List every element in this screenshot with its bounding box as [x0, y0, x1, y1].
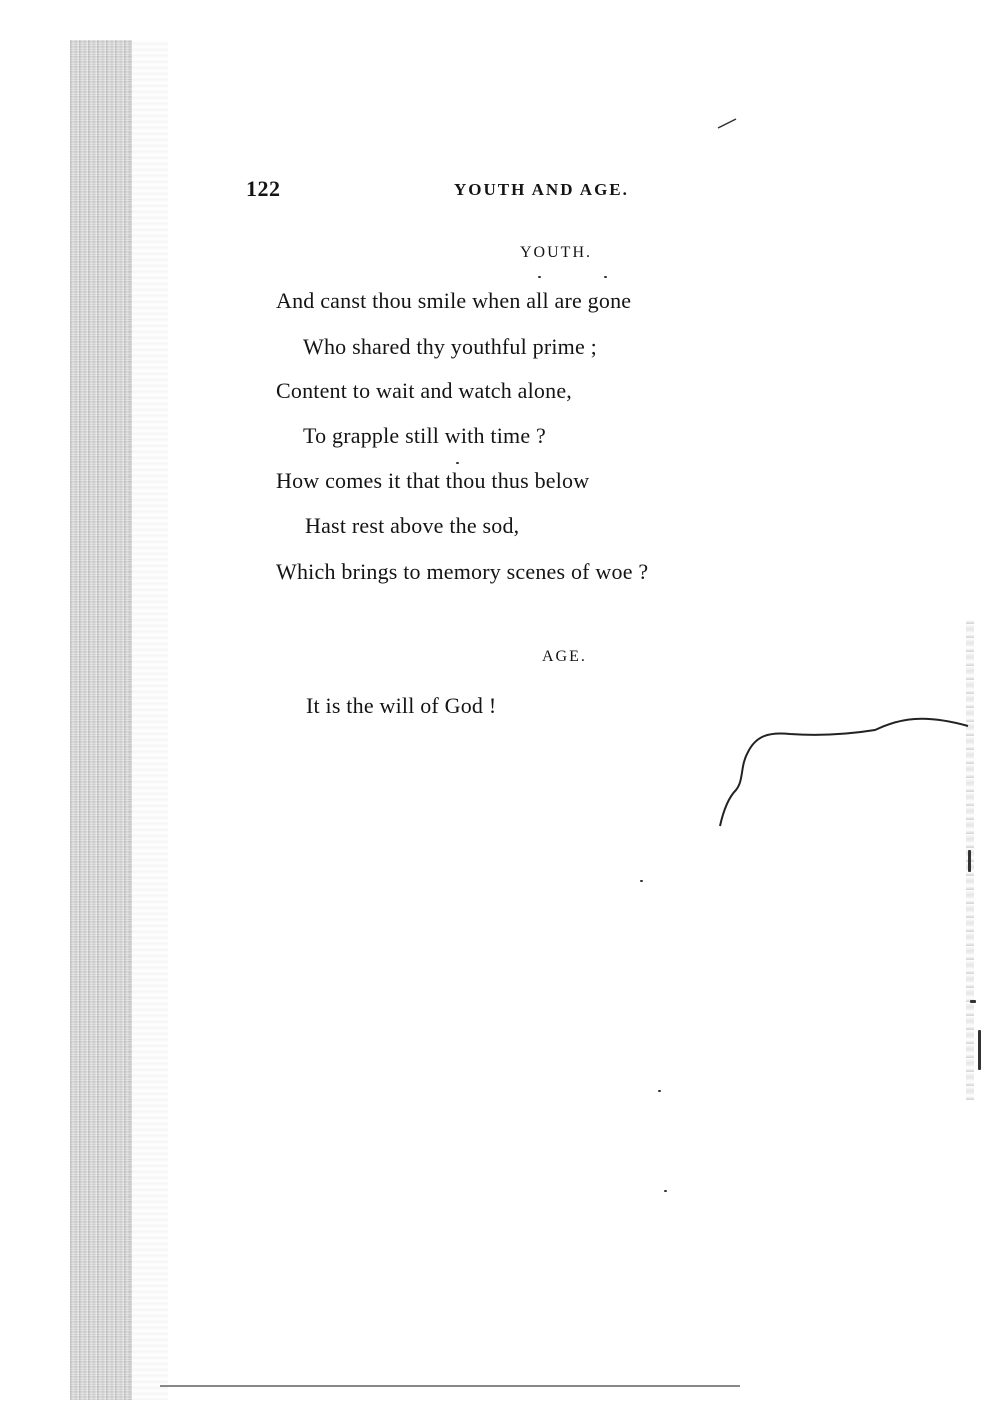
youth-line-7: Which brings to memory scenes of woe ? [276, 559, 649, 584]
bottom-scan-rule [160, 1385, 740, 1387]
page-number: 122 [246, 176, 281, 201]
binding-gutter-fade [128, 40, 168, 1400]
speck [604, 276, 607, 278]
binding-gutter-shadow [70, 40, 132, 1400]
speck [970, 1000, 976, 1003]
youth-line-3: Content to wait and watch alone, [276, 378, 572, 403]
youth-line-6: Hast rest above the sod, [305, 513, 520, 538]
speck [456, 462, 459, 464]
running-head-title: YOUTH AND AGE. [454, 180, 629, 199]
speck [538, 276, 541, 278]
scan-artifact-line [700, 690, 980, 840]
youth-line-2: Who shared thy youthful prime ; [303, 334, 597, 359]
speck [658, 1090, 661, 1092]
speck [968, 850, 971, 872]
speck [640, 880, 643, 882]
youth-line-1: And canst thou smile when all are gone [276, 288, 632, 313]
scan-artifact-tick [716, 116, 740, 132]
age-section-title: AGE. [542, 648, 587, 665]
youth-line-4: To grapple still with time ? [303, 423, 546, 448]
speck [978, 1030, 981, 1070]
speck [664, 1190, 667, 1192]
youth-line-5: How comes it that thou thus below [276, 468, 590, 493]
running-head [246, 176, 686, 208]
age-line-1: It is the will of God ! [306, 693, 497, 718]
youth-section-title: YOUTH. [520, 244, 592, 261]
